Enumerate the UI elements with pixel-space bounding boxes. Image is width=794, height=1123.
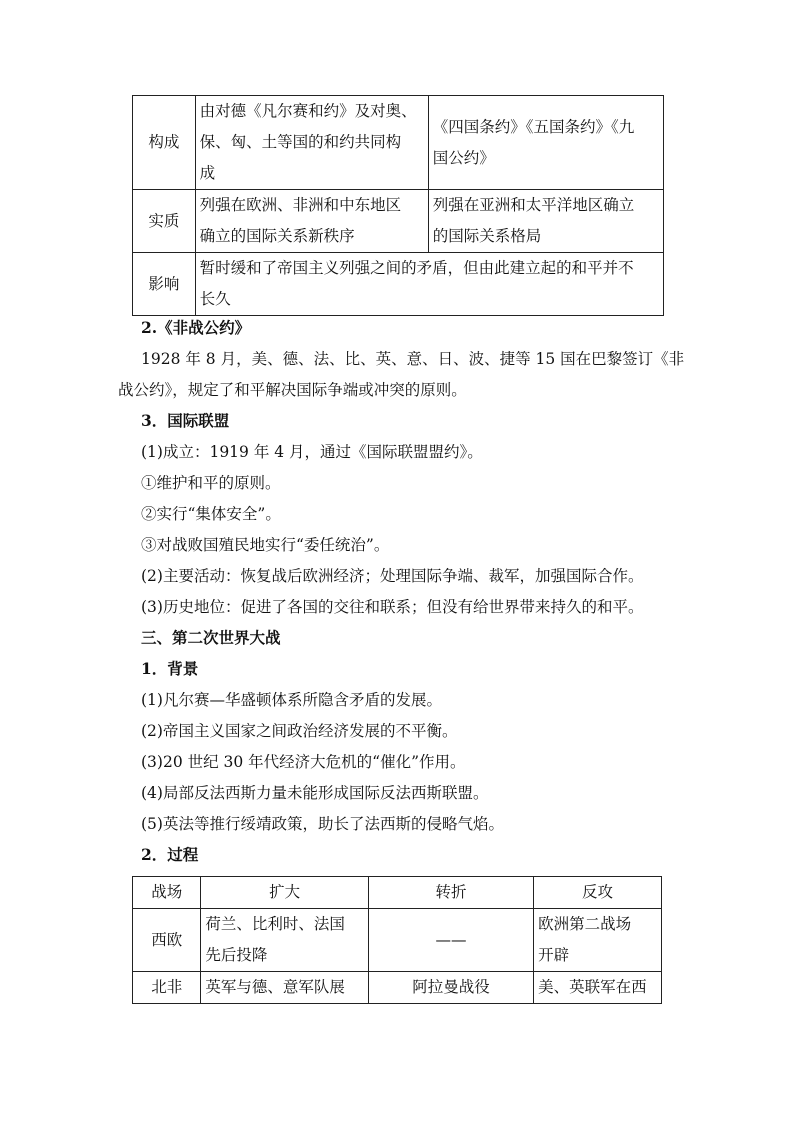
table-cell: 美、英联军在西	[534, 972, 662, 1004]
table-cell: 阿拉曼战役	[368, 972, 533, 1004]
table-cell: 英军与德、意军队展	[201, 972, 368, 1004]
cell-line: 国公约》	[432, 148, 495, 167]
league-item: ③对战败国殖民地实行“委任统治”。	[141, 536, 390, 554]
cell-line: 荷兰、比利时、法国	[205, 915, 345, 933]
league-item: (2)主要活动：恢复战后欧洲经济；处理国际争端、裁军，加强国际合作。	[141, 567, 644, 585]
background-heading: 1．背景	[141, 659, 199, 678]
versailles-washington-table	[132, 95, 664, 316]
table-cell	[428, 96, 663, 190]
column-header: 转折	[368, 877, 533, 909]
league-item: (3)历史地位：促进了各国的交往和联系；但没有给世界带来持久的和平。	[141, 598, 644, 616]
kellogg-paragraph-line: 战公约》，规定了和平解决国际争端或冲突的原则。	[118, 381, 467, 399]
kellogg-paragraph-line: 1928 年 8 月，美、德、法、比、英、意、日、波、捷等 15 国在巴黎签订《非	[141, 350, 685, 368]
league-item: ①维护和平的原则。	[141, 474, 281, 492]
table-cell: ——	[368, 909, 533, 972]
table-cell-merged	[195, 253, 663, 316]
table-cell	[201, 909, 368, 972]
column-header: 扩大	[201, 877, 368, 909]
league-item: (1)成立：1919 年 4 月，通过《国际联盟盟约》。	[141, 443, 483, 461]
cell-line: 列强在欧洲、非洲和中东地区	[199, 196, 402, 214]
row-head-essence: 实质	[133, 190, 196, 253]
process-heading: 2．过程	[141, 845, 199, 864]
table-row	[133, 972, 662, 1004]
cell-line: 由对德《凡尔赛和约》及对奥、	[199, 102, 417, 120]
league-heading: 3．国际联盟	[141, 411, 230, 430]
cell-line: 暂时缓和了帝国主义列强之间的矛盾，但由此建立起的和平并不	[199, 259, 634, 277]
table-row	[133, 253, 664, 316]
cell-line: 保、匈、土等国的和约共同构	[199, 133, 402, 151]
ww2-process-table	[132, 876, 662, 1004]
cell-line: 成	[199, 164, 216, 182]
cell-line: 长久	[199, 290, 231, 308]
background-item: (2)帝国主义国家之间政治经济发展的不平衡。	[141, 722, 458, 740]
background-item: (4)局部反法西斯力量未能形成国际反法西斯联盟。	[141, 784, 489, 802]
background-item: (1)凡尔赛—华盛顿体系所隐含矛盾的发展。	[141, 691, 442, 709]
theater-cell: 北非	[133, 972, 201, 1004]
table-row	[133, 909, 662, 972]
background-item: (5)英法等推行绥靖政策，助长了法西斯的侵略气焰。	[141, 815, 504, 833]
cell-line: 《四国条约》《五国条约》《九	[432, 117, 635, 136]
table-row	[133, 190, 664, 253]
section-heading-ww2: 三、第二次世界大战	[141, 628, 281, 647]
background-item: (3)20 世纪 30 年代经济大危机的“催化”作用。	[141, 753, 466, 771]
table-row	[133, 96, 664, 190]
table-cell	[195, 96, 428, 190]
cell-line: 的国际关系格局	[432, 227, 542, 245]
table-cell	[534, 909, 662, 972]
table-cell	[428, 190, 663, 253]
row-head-impact: 影响	[133, 253, 196, 316]
column-header: 战场	[133, 877, 201, 909]
row-head-composition: 构成	[133, 96, 196, 190]
table-cell	[195, 190, 428, 253]
theater-cell: 西欧	[133, 909, 201, 972]
cell-line: 列强在亚洲和太平洋地区确立	[432, 196, 635, 214]
table-header-row	[133, 877, 662, 909]
column-header: 反攻	[534, 877, 662, 909]
cell-line: 先后投降	[205, 946, 268, 964]
kellogg-heading: 2.《非战公约》	[141, 318, 251, 337]
cell-line: 欧洲第二战场	[538, 915, 632, 933]
cell-line: 确立的国际关系新秩序	[199, 227, 355, 245]
league-item: ②实行“集体安全”。	[141, 505, 281, 523]
cell-line: 开辟	[538, 946, 570, 964]
